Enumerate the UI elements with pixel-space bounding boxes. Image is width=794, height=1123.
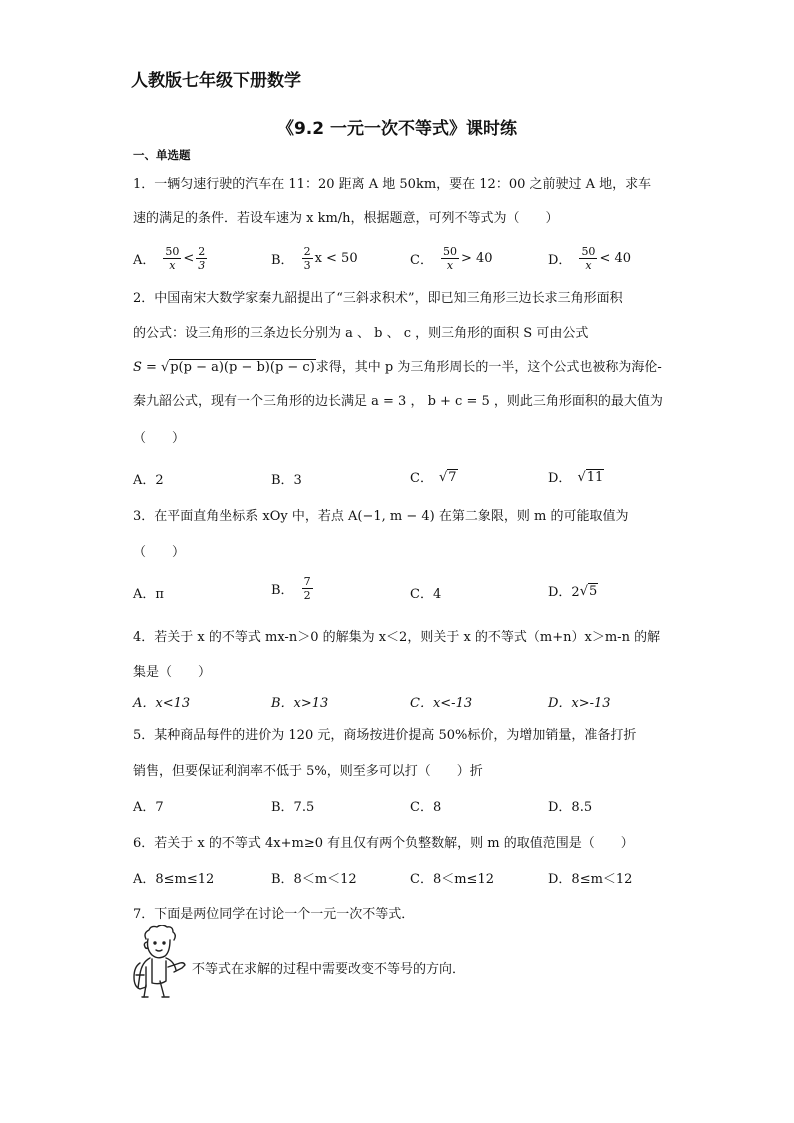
q6-option-d: D．8≤m＜12 — [548, 872, 633, 887]
q6-text-line1: 6．若关于 x 的不等式 4x+m≥0 有且仅有两个负整数解，则 m 的取值范围是（ ） — [133, 836, 634, 851]
q5-text-line2: 销售，但要保证利润率不低于 5%，则至多可以打（ ）折 — [133, 764, 483, 779]
fraction: $\frac{7}{2}$ — [303, 575, 311, 602]
page-title: 《9.2 一元一次不等式》课时练 — [276, 119, 518, 139]
section-heading: 一、单选题 — [133, 148, 191, 162]
option-expression: x < 50 — [314, 251, 358, 266]
q1-option-a — [133, 245, 209, 272]
q2-text-line3 — [133, 356, 662, 375]
option-label: B． — [271, 583, 294, 598]
sqrt-formula: √ p(p − a)(p − b)(p − c) — [160, 360, 315, 375]
q5-option-a: A．7 — [133, 800, 164, 815]
q4-text-line2: 集是（ ） — [133, 665, 212, 680]
q1-text-line1: 1．一辆匀速行驶的汽车在 11：20 距离 A 地 50km，要在 12：00 之前驶过 A 地，求车 — [133, 177, 652, 192]
relation-sign: < — [183, 251, 195, 266]
option-label: C． — [410, 253, 433, 268]
q2-text-line4: 秦九韶公式，现有一个三角形的边长满足 a = 3 ， b + c = 5 ，则此三角形面积的最大值为 — [133, 394, 663, 409]
q3-text-line1: 3．在平面直角坐标系 xOy 中，若点 A(−1, m − 4) 在第二象限，则 m 的可能取值为 — [133, 509, 629, 524]
q5-option-c: C．8 — [410, 800, 442, 815]
q2-text-line5: （ ） — [133, 431, 186, 446]
q3-option-b — [271, 575, 315, 602]
q7-text-line1: 7．下面是两位同学在讨论一个一元一次不等式． — [133, 907, 415, 922]
student-illustration — [132, 925, 192, 1000]
q6-option-b: B．8＜m＜12 — [271, 872, 357, 887]
q2-text-line1: 2．中国南宋大数学家秦九韶提出了“三斜求积术”，即已知三角形三边长求三角形面积 — [133, 291, 623, 306]
sqrt-value: √ 5 — [579, 583, 598, 599]
fraction: $\frac{50}{x}$ — [581, 245, 596, 272]
q3-option-a: A．π — [133, 587, 164, 602]
q3-option-d — [548, 581, 598, 600]
q2-option-b: B．3 — [271, 473, 302, 488]
q5-option-d: D．8.5 — [548, 800, 593, 815]
option-label: D． — [548, 253, 572, 268]
q5-option-b: B．7.5 — [271, 800, 315, 815]
sqrt-value: √ 7 — [438, 469, 457, 485]
formula-lhs: S = — [133, 360, 157, 375]
fraction: $\frac{50}{x}$ — [165, 245, 180, 272]
q2-text-line3-rest: 求得，其中 p 为三角形周长的一半，这个公式也被称为海伦- — [315, 360, 662, 375]
option-label: C． — [410, 471, 433, 486]
fraction: $\frac{2}{3}$ — [198, 245, 206, 272]
q1-option-d — [548, 245, 631, 272]
sqrt-value: √ 11 — [577, 469, 604, 485]
option-label: A． — [133, 253, 156, 268]
option-label: B． — [271, 253, 294, 268]
q2-option-d — [548, 467, 604, 486]
fraction: $\frac{50}{x}$ — [442, 245, 457, 272]
option-expression: > 40 — [460, 251, 493, 266]
q5-text-line1: 5．某种商品每件的进价为 120 元，商场按进价提高 50%标价，为增加销量，准备打折 — [133, 728, 637, 743]
q2-text-line2: 的公式：设三角形的三条边长分别为 a 、 b 、 c ，则三角形的面积 S 可由公式 — [133, 326, 589, 341]
q4-text-line1: 4．若关于 x 的不等式 mx-n＞0 的解集为 x＜2，则关于 x 的不等式（m+n）x＞m-n 的解 — [133, 630, 661, 645]
q4-option-b: B．x>13 — [271, 696, 329, 711]
q6-option-a: A．8≤m≤12 — [133, 872, 215, 887]
q4-option-c: C．x<-13 — [410, 696, 473, 711]
q4-option-a: A．x<13 — [133, 696, 191, 711]
q2-option-c — [410, 467, 458, 486]
q1-text-line2: 速的满足的条件．若设车速为 x km/h，根据题意，可列不等式为（ ） — [133, 211, 559, 226]
option-label: D．2 — [548, 585, 580, 600]
option-expression: < 40 — [599, 251, 632, 266]
q3-text-line2: （ ） — [133, 545, 186, 560]
document-header: 人教版七年级下册数学 — [131, 71, 301, 91]
q3-option-c: C．4 — [410, 587, 442, 602]
q4-option-d: D．x>-13 — [548, 696, 611, 711]
q6-option-c: C．8＜m≤12 — [410, 872, 494, 887]
option-label: D． — [548, 471, 572, 486]
q7-speech-text: 不等式在求解的过程中需要改变不等号的方向． — [192, 962, 466, 977]
q1-option-b — [271, 245, 358, 272]
q2-option-a: A．2 — [133, 473, 164, 488]
q1-option-c — [410, 245, 493, 272]
fraction: $\frac{2}{3}$ — [303, 245, 311, 272]
